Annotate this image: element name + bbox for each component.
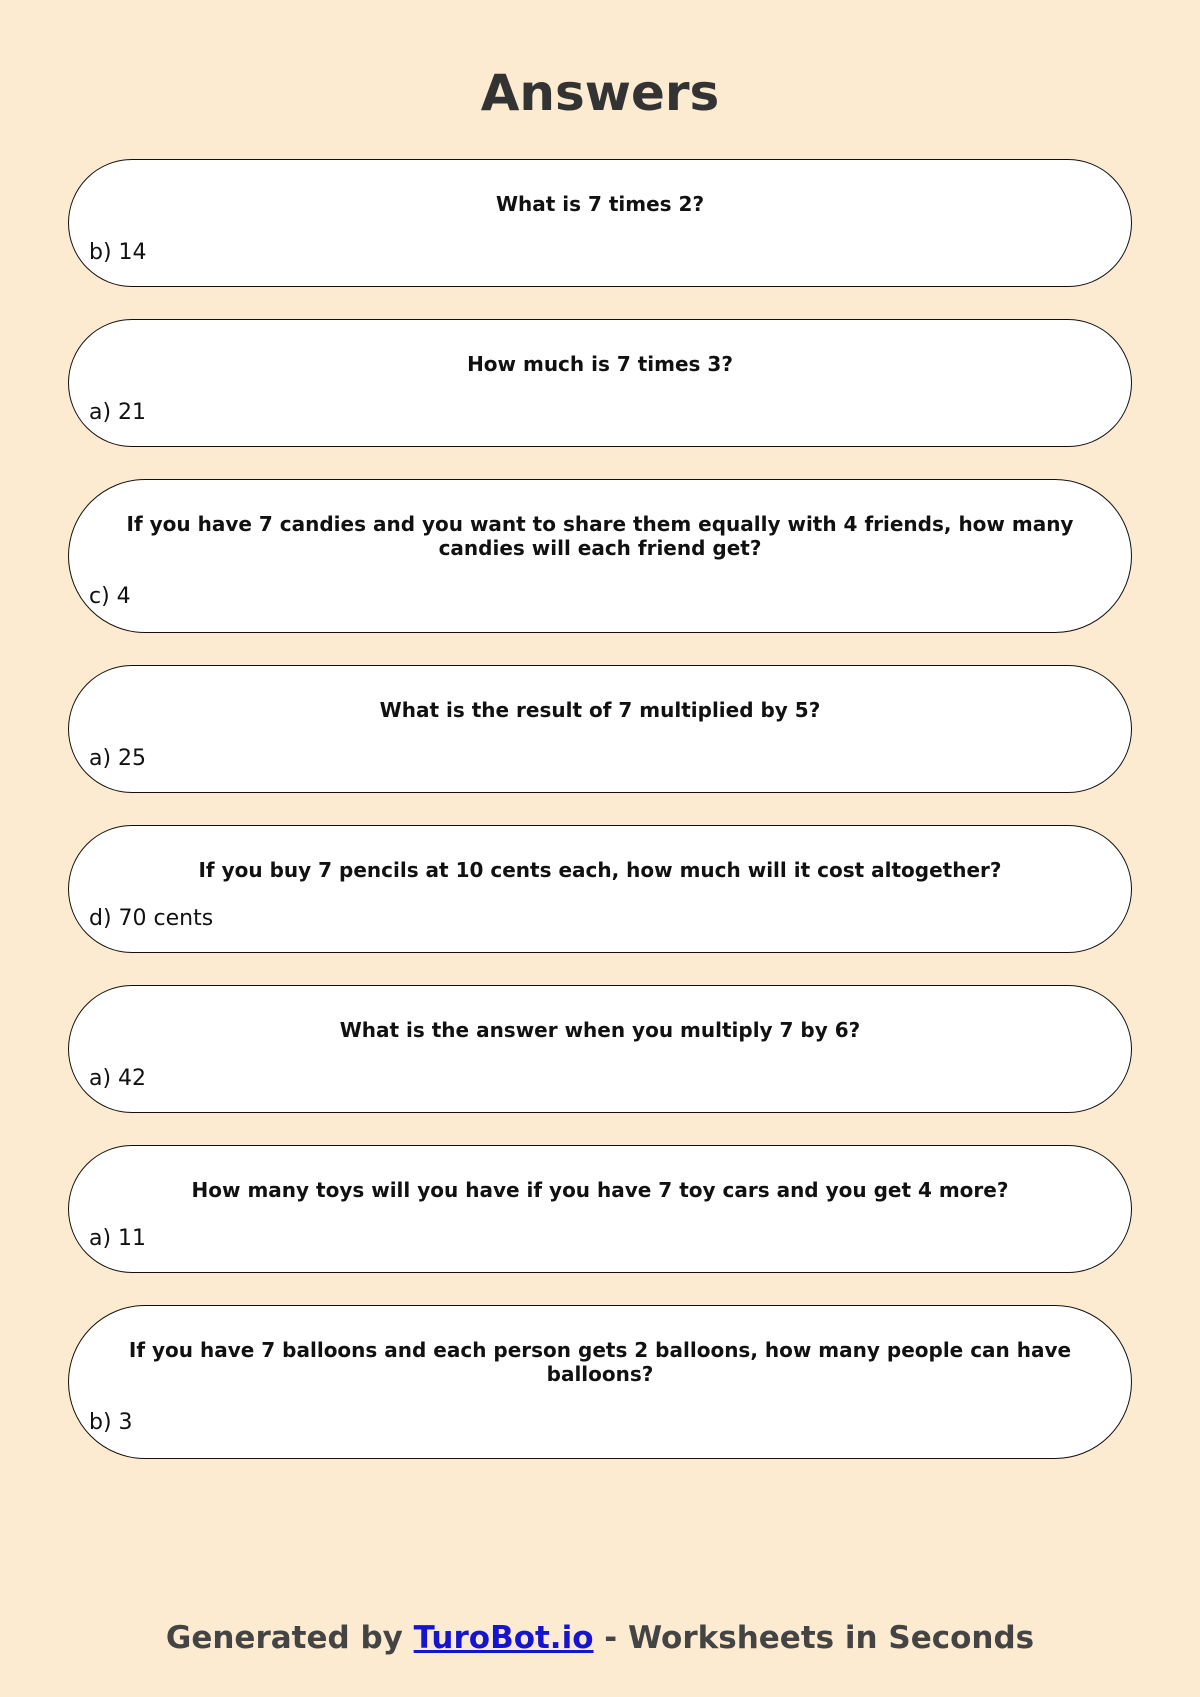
question-text: If you have 7 balloons and each person gets 2 balloons, how many people can have balloons?: [128, 1338, 1072, 1386]
question-text: How many toys will you have if you have 7 toy cars and you get 4 more?: [191, 1178, 1009, 1202]
question-text: If you have 7 candies and you want to share them equally with 4 friends, how many candies will each friend get?: [126, 512, 1074, 560]
answer-text: d) 70 cents: [89, 906, 214, 931]
answer-card: [68, 159, 1132, 287]
turobot-link[interactable]: TuroBot.io: [413, 1620, 594, 1656]
page-title: Answers: [480, 64, 720, 122]
answer-text: a) 11: [89, 1226, 147, 1251]
footer-prefix: Generated by: [165, 1620, 414, 1656]
footer-suffix: - Worksheets in Seconds: [593, 1620, 1035, 1656]
answer-card: [68, 319, 1132, 447]
question-text: What is 7 times 2?: [495, 192, 705, 216]
question-text: What is the result of 7 multiplied by 5?: [379, 698, 821, 722]
answer-text: c) 4: [89, 584, 131, 609]
answer-card: [68, 985, 1132, 1113]
question-text: How much is 7 times 3?: [467, 352, 733, 376]
answer-text: a) 25: [89, 746, 147, 771]
answer-list: [68, 159, 1132, 1491]
answer-text: b) 3: [89, 1410, 133, 1435]
answer-text: a) 42: [89, 1066, 147, 1091]
answer-card: [68, 1305, 1132, 1459]
footer: [0, 1620, 1200, 1656]
question-text: If you buy 7 pencils at 10 cents each, how much will it cost altogether?: [198, 858, 1002, 882]
answer-card: [68, 479, 1132, 633]
answer-card: [68, 1145, 1132, 1273]
question-text: What is the answer when you multiply 7 by 6?: [339, 1018, 861, 1042]
answer-card: [68, 665, 1132, 793]
answer-text: a) 21: [89, 400, 147, 425]
answer-card: [68, 825, 1132, 953]
answer-text: b) 14: [89, 240, 147, 265]
